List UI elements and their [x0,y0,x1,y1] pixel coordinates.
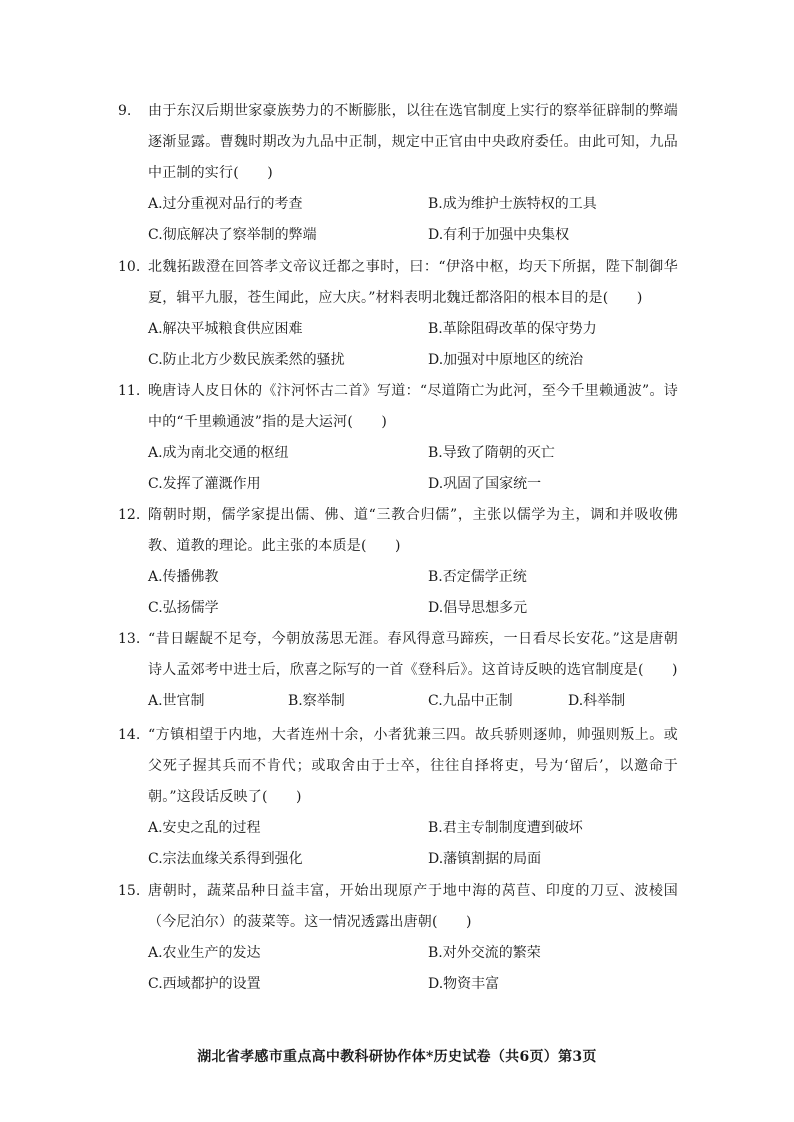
question-number: 13. [118,631,141,647]
options [148,189,678,251]
option-a: A.世官制 [148,693,205,709]
page-footer: 湖北省孝感市重点高中教科研协作体*历史试卷（共6页）第3页 [197,1049,597,1065]
option-a: A.安史之乱的过程 [148,820,261,836]
option-c: C.发挥了灌溉作用 [148,476,261,492]
question-number: 15. [118,883,141,899]
question-number: 9. [118,103,132,119]
options [148,438,678,500]
option-c: C.宗法血缘关系得到强化 [148,851,303,867]
option-b: B.导致了隋朝的灭亡 [428,445,555,461]
question-stem: “昔日龌龊不足夸，今朝放荡思无涯。春风得意马蹄疾，一日看尽长安花。”这是唐朝诗人孟郊考中进士后，欣喜之际写的一首《登科后》。这首诗反映的选官制度是( ) [148,631,678,678]
option-d: D.巩固了国家统一 [428,476,542,492]
question-10 [118,252,678,376]
question-number: 11. [118,383,141,399]
option-b: B.革除阻碍改革的保守势力 [428,321,597,337]
options [148,813,678,875]
question-9 [118,96,678,251]
option-d: D.有利于加强中央集权 [428,227,570,243]
question-13 [118,624,678,717]
option-c: C.彻底解决了察举制的弊端 [148,227,317,243]
option-d: D.物资丰富 [428,976,500,992]
option-a: A.传播佛教 [148,569,219,585]
question-number: 12. [118,507,141,523]
question-12 [118,500,678,624]
options [148,938,678,1000]
option-b: B.成为维护士族特权的工具 [428,196,597,212]
question-stem: 北魏拓跋澄在回答孝文帝议迁都之事时，曰：“伊洛中枢，均天下所据，陛下制御华夏，辑平九服，苍生闻此，应大庆。”材料表明北魏迁都洛阳的根本目的是( ) [148,259,678,306]
option-b: B.否定儒学正统 [428,569,527,585]
option-d: D.藩镇割据的局面 [428,851,542,867]
question-stem: 晚唐诗人皮日休的《汴河怀古二首》写道：“尽道隋亡为此河，至今千里赖通波”。诗中的“千里赖通波”指的是大运河( ) [148,383,678,430]
option-d: D.加强对中原地区的统治 [428,352,584,368]
options [148,562,678,624]
option-c: C.西域都护的设置 [148,976,261,992]
option-c: C.九品中正制 [428,693,513,709]
question-stem: 唐朝时，蔬菜品种日益丰富，开始出现原产于地中海的莴苣、印度的刀豆、波棱国（今尼泊尔）的菠菜等。这一情况透露出唐朝( ) [148,883,678,930]
question-15 [118,876,678,1000]
option-c: C.弘扬儒学 [148,600,219,616]
options [148,686,678,717]
option-a: A.解决平城粮食供应困难 [148,321,303,337]
question-number: 14. [118,727,141,743]
question-14 [118,720,678,875]
option-d: D.科举制 [568,693,626,709]
option-d: D.倡导思想多元 [428,600,528,616]
option-b: B.君主专制制度遭到破坏 [428,820,583,836]
question-11 [118,376,678,500]
question-stem: 由于东汉后期世家豪族势力的不断膨胀，以往在选官制度上实行的察举征辟制的弊端逐渐显露。曹魏时期改为九品中正制，规定中正官由中央政府委任。由此可知，九品中正制的实行( ) [148,103,678,181]
option-c: C.防止北方少数民族柔然的骚扰 [148,352,345,368]
option-a: A.成为南北交通的枢纽 [148,445,289,461]
option-b: B.对外交流的繁荣 [428,945,541,961]
question-stem: 隋朝时期，儒学家提出儒、佛、道“三教合归儒”，主张以儒学为主，调和并吸收佛教、道教的理论。此主张的本质是( ) [148,507,678,554]
option-a: A.农业生产的发达 [148,945,261,961]
question-stem: “方镇相望于内地，大者连州十余，小者犹兼三四。故兵骄则逐帅，帅强则叛上。或父死子握其兵而不肯代；或取舍由于士卒，往往自择将吏，号为‘留后’，以邀命于朝。”这段话反映了( ) [148,727,678,805]
option-b: B.察举制 [288,693,345,709]
options [148,314,678,376]
question-number: 10. [118,259,141,275]
option-a: A.过分重视对品行的考查 [148,196,303,212]
